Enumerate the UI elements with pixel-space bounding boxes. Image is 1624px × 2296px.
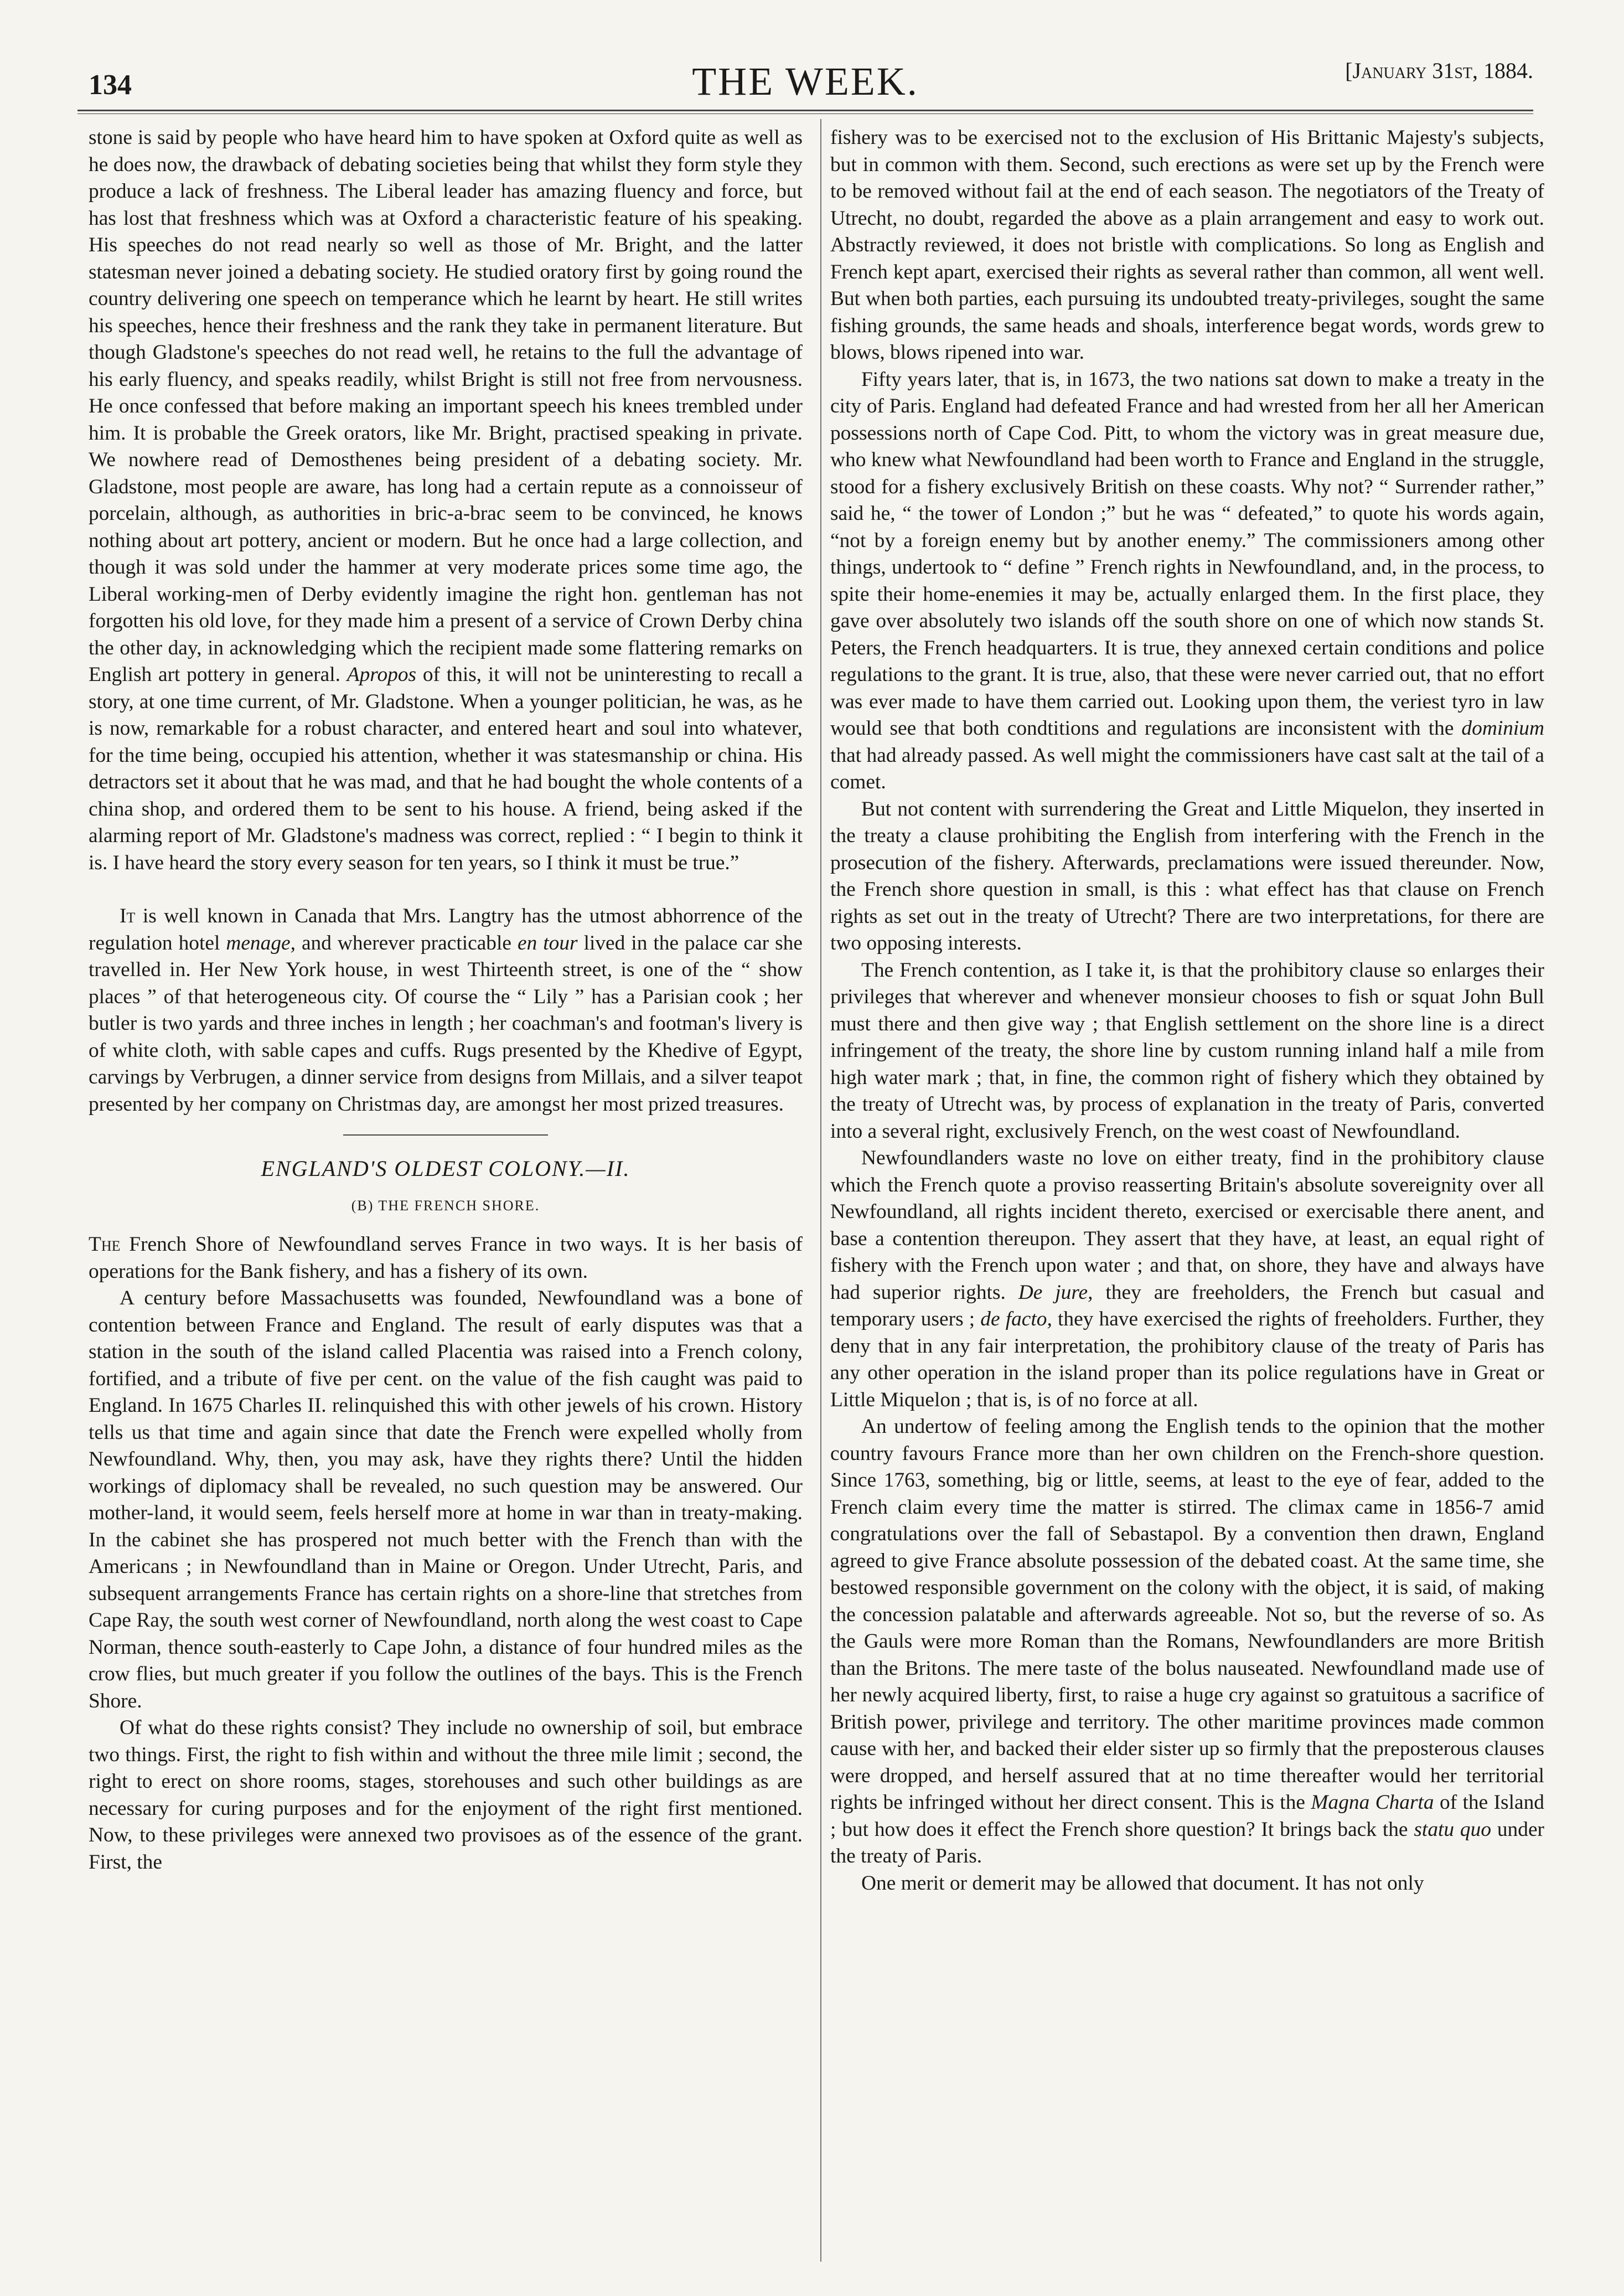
column-divider bbox=[820, 119, 821, 2262]
paragraph: Fifty years later, that is, in 1673, the two nations sat down to make a treaty in the city of Paris. England had defeated France and had wrested from her all her American possessions north of Cape Cod. Pitt, to whom the victory was in great measure due, who knew what Newfoundland had been worth to France and England in the struggle, stood for a fishery exclusively British on these coasts. Why not? “ Surrender rather,” said he, “ the tower of London ;” but he was “ defeated,” to quote his words again, “not by a foreign enemy but by another enemy.” The commissioners among other things, undertook to “ define ” French rights in Newfoundland, and, in the process, to spite their home-enemies it may be, actually enlarged them. In the first place, they gave over absolutely two islands off the south shore on one of which now stands St. Peters, the French headquarters. It is true, they annexed certain conditions and police regulations to the grant. It is true, also, that these were never carried out, that no effort was ever made to have them carried out. Looking upon them, the veriest tyro in law would see that both condtitions and regulations are inconsistent with the dominium that had already passed. As well might the commissioners have cast salt at the tail of a comet. bbox=[830, 368, 1544, 793]
issue-date: [January 31st, 1884. bbox=[1345, 58, 1533, 83]
page-number: 134 bbox=[89, 69, 132, 101]
article-title: ENGLAND'S OLDEST COLONY.—II. bbox=[261, 1156, 630, 1181]
paragraph: One merit or demerit may be allowed that document. It has not only bbox=[861, 1871, 1424, 1895]
header-rule bbox=[77, 110, 1533, 114]
article-subtitle: (B) THE FRENCH SHORE. bbox=[351, 1197, 540, 1214]
section-rule bbox=[343, 1134, 548, 1136]
paragraph: The French Shore of Newfoundland serves France in two ways. It is her basis of operations for the Bank fishery, and has a fishery of its own. bbox=[89, 1233, 803, 1283]
paragraph: It is well known in Canada that Mrs. Langtry has the utmost abhorrence of the regulation hotel menage, and wherever practicable en tour lived in the palace car she travelled in. Her New York house, in west Thirteenth street, is one of the “ show places ” of that heterogeneous city. Of course the “ Lily ” has a Parisian cook ; her butler is two yards and three inches in length ; her coachman's and footman's livery is of white cloth, with sable capes and cuffs. Rugs presented by the Khedive of Egypt, carvings by Verbrugen, a dinner service from designs from Millais, and a silver teapot presented by her company on Christmas day, are amongst her most prized treasures. bbox=[89, 905, 803, 1116]
paragraph: fishery was to be exercised not to the exclusion of His Brittanic Majesty's subjects, but in common with them. Second, such erections as were set up by the French were to be removed without fail at the end of each season. The negotiators of the Treaty of Utrecht, no doubt, regarded the above as a plain arrangement and easy to work out. Abstractly reviewed, it does not bristle with complications. So long as English and French kept apart, exercised their rights as several rather than common, all went well. But when both parties, each pursuing its undoubted treaty-privileges, sought the same fishing grounds, the same heads and shoals, interference begat words, words grew to blows, blows ripened into war. bbox=[830, 126, 1544, 364]
paragraph: But not content with surrendering the Great and Little Miquelon, they inserted in the treaty a clause prohibiting the English from interfering with the French in the prosecution of the fishery. Afterwards, preclamations were issued thereunder. Now, the French shore question in small, is this : what effect has that clause on French rights as set out in the treaty of Utrecht? There are two interpretations, for there are two opposing interests. bbox=[830, 797, 1544, 954]
paragraph: An undertow of feeling among the English tends to the opinion that the mother country favours France more than her own children on the French-shore question. Since 1763, something, big or little, seems, at least to the eye of fear, added to the French claim every time the matter is stirred. The climax came in 1856-7 amid congratulations over the fall of Sebastapol. By a convention then drawn, England agreed to give France absolute possession of the debated coast. At the same time, she bestowed responsible government on the colony with the object, it is said, of making the concession palatable and afterwards agreeable. Not so, but the reverse of so. As the Gauls were more Roman than the Romans, Newfoundlanders are more British than the Britons. The mere taste of the bolus nauseated. Newfoundland made use of her newly acquired liberty, first, to raise a huge cry against so gratuitous a sacrifice of British power, privilege and territory. The other maritime provinces made common cause with her, and backed their elder sister up so firmly that the preposterous clauses were dropped, and herself assured that at no time thereafter would her territorial rights be infringed without her direct consent. This is the Magna Charta of the Island ; but how does it effect the French shore question? It brings back the statu quo under the treaty of Paris. bbox=[830, 1415, 1544, 1867]
paragraph: A century before Massachusetts was founded, Newfoundland was a bone of contention between France and England. The result of early disputes was that a station in the south of the island called Placentia was raised into a French colony, fortified, and a tribute of five per cent. on the value of the fish caught was paid to England. In 1675 Charles II. relinquished this with other jewels of his crown. History tells us that time and again since that date the French were expelled wholly from Newfoundland. Why, then, you may ask, have they rights there? Until the hidden workings of diplomacy shall be revealed, no such question may be answered. Our mother-land, it would seem, feels herself more at home in war than in treaty-making. In the cabinet she has prospered not much better with the French than with the Americans ; in Newfoundland than in Maine or Oregon. Under Utrecht, Paris, and subsequent arrangements France has certain rights on a shore-line that stretches from Cape Ray, the south west corner of Newfoundland, north along the west coast to Cape Norman, thence south-easterly to Cape John, a distance of four hundred miles as the crow flies, but much greater if you follow the outlines of the bays. This is the French Shore. bbox=[89, 1287, 803, 1712]
right-column bbox=[830, 125, 1544, 1897]
paragraph: The French contention, as I take it, is that the prohibitory clause so enlarges their privileges that wherever and whenever monsieur chooses to fish or squat John Bull must there and then give way ; that English settlement on the shore line is a direct infringement of the treaty, the shore line by custom running inland half a mile from high water mark ; that, in fine, the common right of fishery which they obtained by the treaty of Utrecht was, by process of explanation in the treaty of Paris, converted into a several right, exclusively French, on the west coast of Newfoundland. bbox=[830, 958, 1544, 1143]
journal-title: THE WEEK. bbox=[692, 59, 919, 104]
paragraph: Newfoundlanders waste no love on either treaty, find in the prohibitory clause which the French quote a proviso reasserting Britain's absolute sovereignity over all Newfoundland, all rights incident thereto, exercised or exercisable there anent, and base a contention thereupon. They assert that they have, at least, an equal right of fishery with the French upon water ; and that, on shore, they have and always have had superior rights. De jure, they are freeholders, the French but casual and temporary users ; de facto, they have exercised the rights of freeholders. Further, they deny that in any fair interpretation, the prohibitory clause of the treaty of Paris has any other operation in the island proper than its police regulations have in Great or Little Miquelon ; that is, is of no force at all. bbox=[830, 1147, 1544, 1411]
paragraph: stone is said by people who have heard him to have spoken at Oxford quite as well as he does now, the drawback of debating societies being that whilst they form style they produce a lack of freshness. The Liberal leader has amazing fluency and force, but has lost that freshness which was at Oxford a characteristic feature of his speaking. His speeches do not read nearly so well as those of Mr. Bright, and the latter statesman never joined a debating society. He studied oratory first by going round the country delivering one speech on temperance which he learnt by heart. He still writes his speeches, hence their freshness and the rank they take in permanent literature. But though Gladstone's speeches do not read well, he retains to the full the advantage of his early fluency, and speaks readily, whilst Bright is still not free from nervousness. He once confessed that before making an important speech his knees trembled under him. It is probable the Greek orators, like Mr. Bright, practised speaking in private. We nowhere read of Demosthenes being president of a debating society. Mr. Gladstone, most people are aware, has long had a certain repute as a connoisseur of porcelain, although, as authorities in bric-a-brac seem to be convinced, he knows nothing about art pottery, ancient or modern. But he once had a large collection, and though it was sold under the hammer at very moderate prices some time ago, the Liberal working-men of Derby evidently imagine the right hon. gentleman has not forgotten his old love, for they made him a present of a service of Crown Derby china the other day, in acknowledging which the recipient made some flattering remarks on English art pottery in general. Apropos of this, it will not be uninteresting to recall a story, at one time current, of Mr. Gladstone. When a younger politician, he was, as he is now, remarkable for a robust character, and entered heart and soul into whatever, for the time being, occupied his attention, whether it was statesmanship or china. His detractors set it about that he was mad, and that he had bought the whole contents of a china shop, and ordered them to be sent to his house. A friend, being asked if the alarming report of Mr. Gladstone's madness was correct, replied : “ I begin to think it is. I have heard the story every season for ten years, so I think it must be true.” bbox=[89, 126, 803, 874]
page-header bbox=[77, 55, 1533, 111]
paragraph: Of what do these rights consist? They include no ownership of soil, but embrace two things. First, the right to fish within and without the three mile limit ; second, the right to erect on shore rooms, stages, storehouses and such other buildings as are necessary for curing purposes and for the enjoyment of the right first mentioned. Now, to these privileges were annexed two provisoes as of the essence of the grant. First, the bbox=[89, 1716, 803, 1874]
left-column bbox=[89, 125, 803, 1876]
